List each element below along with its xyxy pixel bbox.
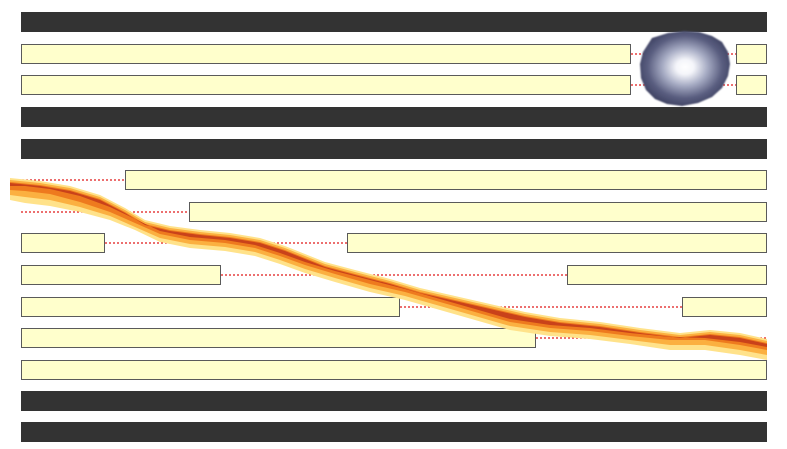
- ink-blot-icon: [640, 31, 730, 106]
- diagonal-brush-stroke: [10, 178, 767, 360]
